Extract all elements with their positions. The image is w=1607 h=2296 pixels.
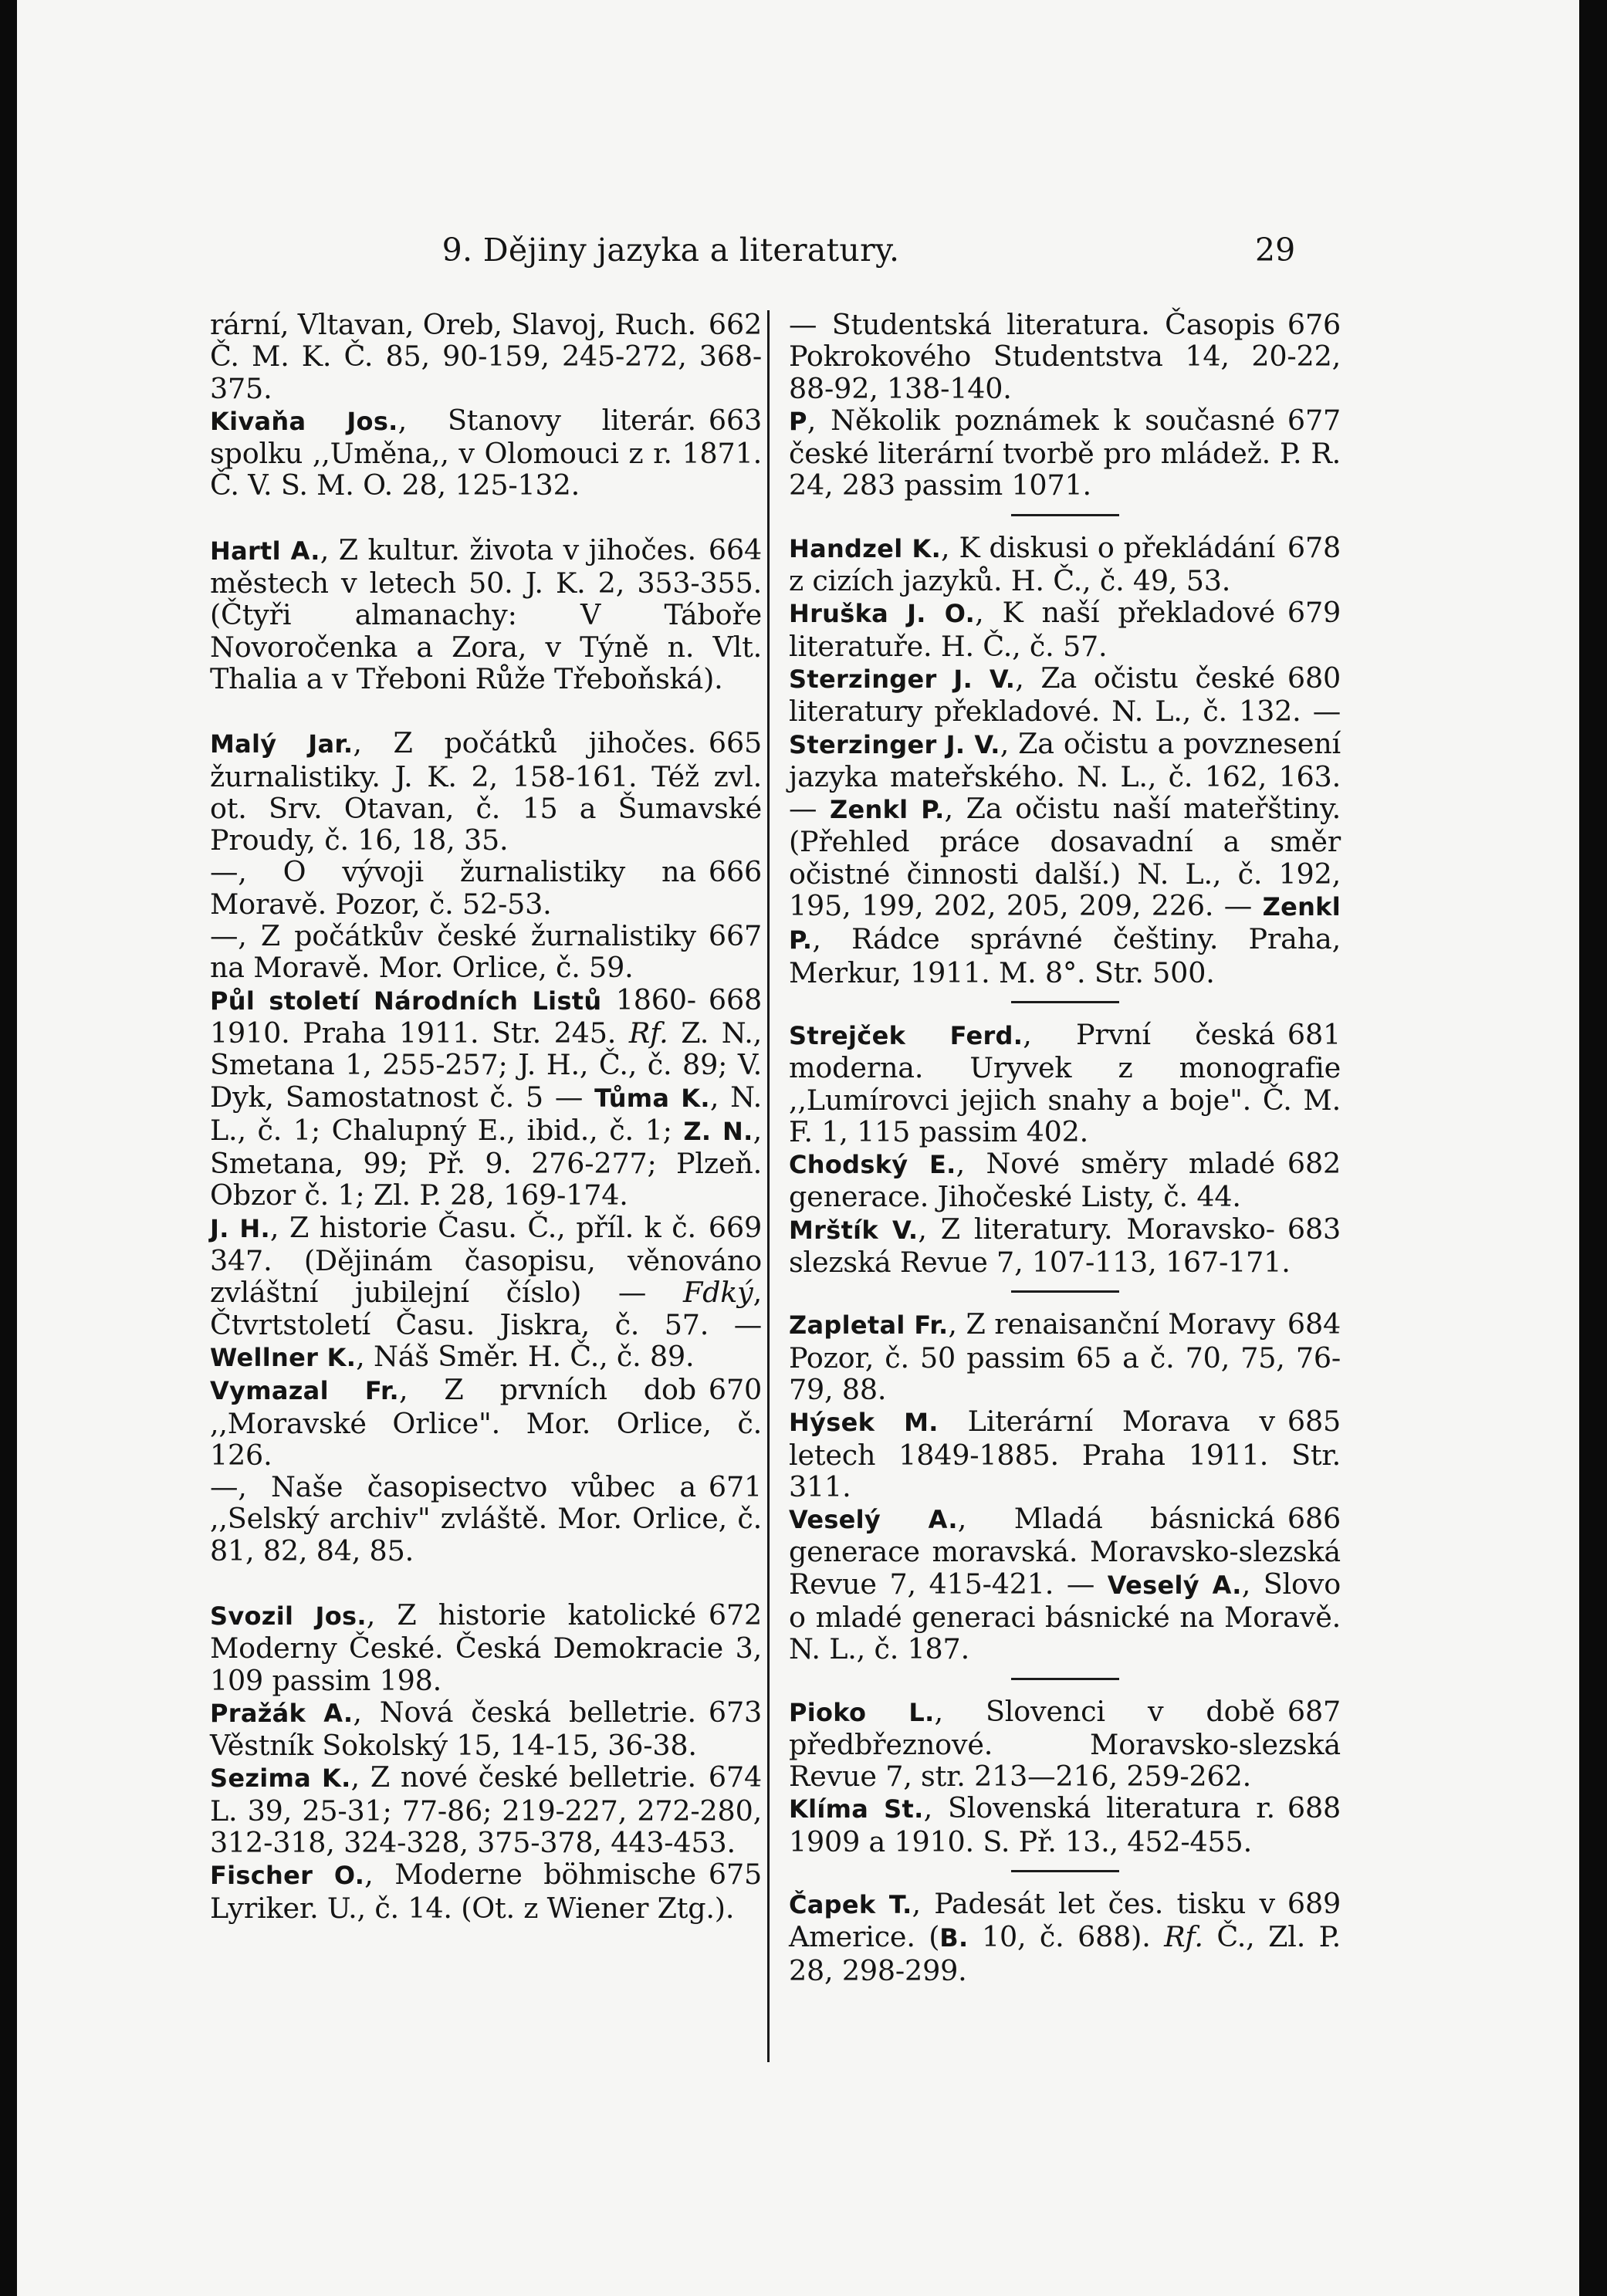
section-gap bbox=[210, 1567, 762, 1599]
author-name: Veselý A. bbox=[789, 1505, 958, 1535]
author-name: Kivaňa Jos. bbox=[210, 406, 398, 436]
entry-text: , Z historie katolické Moderny České. Česká Demokracie 3, 109 passim 198. bbox=[210, 1598, 762, 1697]
author-name: Hruška J. O. bbox=[789, 599, 976, 629]
entry-number: 669 bbox=[708, 1210, 762, 1244]
entry-number: 670 bbox=[708, 1373, 762, 1407]
section-rule bbox=[1011, 1678, 1119, 1680]
entry-number: 672 bbox=[708, 1598, 762, 1632]
entry-text: , Mladá básnická generace moravská. Moravsko-slezská Revue 7, 415-421. — bbox=[789, 1502, 1341, 1601]
bibliography-entry bbox=[789, 309, 1341, 404]
author-name: Wellner K. bbox=[210, 1342, 357, 1372]
entry-text: , Slovo o mladé generaci básnické na Moravě. N. L., č. 187. bbox=[789, 1567, 1341, 1666]
entry-text: , Z počátků jihočes. žurnalistiky. J. K. 2, 158-161. Též zvl. ot. Srv. Otavan, č. 15 a Šumavské Proudy, č. 16, 18, 35. bbox=[210, 726, 762, 857]
bibliography-entry bbox=[210, 1374, 762, 1471]
entry-number: 676 bbox=[1287, 308, 1341, 341]
author-name: Chodský E. bbox=[789, 1150, 956, 1180]
entry-number: 663 bbox=[708, 403, 762, 437]
section-gap bbox=[210, 502, 762, 534]
italic-text: Rf. bbox=[628, 1016, 668, 1050]
bibliography-entry bbox=[789, 662, 1341, 989]
entry-number: 671 bbox=[708, 1470, 762, 1504]
bibliography-entry bbox=[210, 1599, 762, 1696]
left-column bbox=[210, 309, 762, 1924]
entry-text: 1860-1910. Praha 1911. Str. 245. bbox=[210, 982, 696, 1050]
entry-text: , Z prvních dob ,,Moravské Orlice". Mor. Orlice, č. 126. bbox=[210, 1373, 762, 1472]
section-rule bbox=[1011, 1001, 1119, 1003]
bibliography-entry bbox=[789, 1213, 1341, 1279]
italic-text: Fdký bbox=[682, 1276, 753, 1310]
bibliography-entry bbox=[210, 309, 762, 404]
author-name: Hartl A. bbox=[210, 536, 320, 566]
entry-number: 662 bbox=[708, 308, 762, 341]
entry-text: rární, Vltavan, Oreb, Slavoj, Ruch. Č. M. K. Č. 85, 90-159, 245-272, 368-375. bbox=[210, 308, 762, 405]
entry-number: 675 bbox=[708, 1858, 762, 1892]
entry-text: , K naší překladové literatuře. H. Č., č. 57. bbox=[789, 596, 1275, 663]
entry-text: , Několik poznámek k současné české literární tvorbě pro mládež. P. R. 24, 283 passim 1071. bbox=[789, 403, 1341, 502]
bibliography-entry bbox=[789, 597, 1341, 662]
bibliography-entry bbox=[789, 1019, 1341, 1148]
entry-number: 673 bbox=[708, 1695, 762, 1729]
author-name: Sterzinger J. V. bbox=[789, 664, 1016, 694]
chapter-title: 9. Dějiny jazyka a literatury. bbox=[442, 232, 900, 269]
bibliography-entry bbox=[210, 727, 762, 856]
author-name: Zenkl P. bbox=[789, 892, 1341, 955]
italic-text: Rf. bbox=[1164, 1920, 1203, 1954]
entry-number: 666 bbox=[708, 855, 762, 889]
entry-text: — Studentská literatura. Časopis Pokrokového Studentstva 14, 20-22, 88-92, 138-140. bbox=[789, 308, 1341, 405]
entry-text: , Nová česká belletrie. Věstník Sokolský 15, 14-15, 36-38. bbox=[210, 1695, 697, 1763]
entry-number: 677 bbox=[1287, 403, 1341, 437]
entry-number: 683 bbox=[1287, 1212, 1341, 1246]
entry-number: 667 bbox=[708, 919, 762, 953]
entry-number: 678 bbox=[1287, 530, 1341, 564]
entry-number: 664 bbox=[708, 533, 762, 566]
entry-text: , Rádce správné češtiny. Praha, Merkur, 1911. M. 8°. Str. 500. bbox=[789, 922, 1341, 989]
entry-number: 665 bbox=[708, 726, 762, 760]
entry-number: 687 bbox=[1287, 1694, 1341, 1728]
entry-text: , Slovenci v době předbřeznové. Moravsko-slezská Revue 7, str. 213—216, 259-262. bbox=[789, 1694, 1341, 1794]
bibliography-entry bbox=[789, 532, 1341, 597]
author-name: Malý Jar. bbox=[210, 729, 354, 759]
author-name: Zenkl P. bbox=[830, 795, 945, 825]
entry-text: , Za očistu naší mateřštiny. (Přehled práce dosavadní a směr očistné činnosti další.) N. L., č. 192, 195, 199, 202, 205, 209, 226. — bbox=[789, 792, 1341, 923]
author-name: Tůma K. bbox=[594, 1083, 710, 1113]
entry-text: , Za očistu české literatury překladové. N. L., č. 132. — bbox=[789, 661, 1341, 729]
author-name: B. bbox=[939, 1923, 969, 1953]
entry-text: , Smetana, 99; Př. 9. 276-277; Plzeň. Obzor č. 1; Zl. P. 28, 169-174. bbox=[210, 1113, 762, 1212]
section-rule bbox=[1011, 1870, 1119, 1872]
right-column bbox=[789, 309, 1341, 1987]
entry-number: 681 bbox=[1287, 1017, 1341, 1051]
author-name: Zapletal Fr. bbox=[789, 1310, 949, 1341]
author-name: Sterzinger J. V. bbox=[789, 729, 1000, 759]
entry-text: , Z renaisanční Moravy Pozor, č. 50 passim 65 a č. 70, 75, 76-79, 88. bbox=[789, 1307, 1341, 1406]
bibliography-entry bbox=[789, 1503, 1341, 1665]
section-gap bbox=[210, 695, 762, 727]
entry-text: , N. L., č. 1; Chalupný E., ibid., č. 1; bbox=[210, 1080, 762, 1147]
entry-number: 686 bbox=[1287, 1502, 1341, 1536]
entry-text: Z. N., Smetana 1, 255-257; J. H., Č., č. 89; V. Dyk, Samostatnost č. 5 — bbox=[210, 1016, 763, 1114]
author-name: Sezima K. bbox=[210, 1763, 351, 1794]
entry-text: —, Naše časopisectvo vůbec a ,,Selský archiv" zvláště. Mor. Orlice, č. 81, 82, 84, 85. bbox=[210, 1470, 762, 1567]
column-divider bbox=[767, 310, 770, 2062]
section-rule bbox=[1011, 514, 1119, 516]
entry-number: 688 bbox=[1287, 1791, 1341, 1825]
entry-text: , K diskusi o překládání z cizích jazyků. H. Č., č. 49, 53. bbox=[789, 530, 1275, 598]
running-header bbox=[17, 232, 1579, 278]
author-name: Veselý A. bbox=[1107, 1570, 1242, 1600]
entry-number: 674 bbox=[708, 1760, 762, 1794]
author-name: Mrštík V. bbox=[789, 1215, 919, 1245]
entry-text: , Padesát let čes. tisku v Americe. ( bbox=[789, 1887, 1275, 1954]
bibliography-entry bbox=[210, 1696, 762, 1762]
section-rule bbox=[1011, 1290, 1119, 1293]
entry-text: , Náš Směr. H. Č., č. 89. bbox=[356, 1339, 695, 1373]
author-name: Handzel K. bbox=[789, 533, 942, 563]
entry-text: , Slovenská literatura r. 1909 a 1910. S. Př. 13., 452-455. bbox=[789, 1791, 1275, 1858]
entry-text: , Čtvrtstoletí Času. Jiskra, č. 57. — bbox=[210, 1276, 762, 1341]
author-name: Hýsek M. bbox=[789, 1408, 939, 1438]
author-name: Z. N. bbox=[683, 1116, 753, 1146]
scanned-page bbox=[17, 0, 1579, 2296]
bibliography-entry bbox=[789, 1308, 1341, 1405]
bibliography-entry bbox=[789, 1148, 1341, 1213]
author-name: Čapek T. bbox=[789, 1890, 912, 1920]
entry-number: 679 bbox=[1287, 596, 1341, 630]
entry-number: 684 bbox=[1287, 1307, 1341, 1341]
entry-number: 668 bbox=[708, 982, 762, 1016]
page-number: 29 bbox=[1255, 232, 1296, 269]
entry-text: , Z historie Času. Č., příl. k č. 347. (Dějinám časopisu, věnováno zvláštní jubilejní číslo) — bbox=[210, 1210, 762, 1310]
entry-text: Literární Morava v letech 1849-1885. Praha 1911. Str. 311. bbox=[789, 1405, 1341, 1503]
entry-number: 682 bbox=[1287, 1147, 1341, 1181]
entry-text: , Za očistu a povznesení jazyka mateřského. N. L., č. 162, 163. — bbox=[789, 726, 1341, 826]
entry-text: , Z nové české belletrie. L. 39, 25-31; 77-86; 219-227, 272-280, 312-318, 324-328, 375-378, 443-453. bbox=[210, 1760, 762, 1860]
author-name: Vymazal Fr. bbox=[210, 1376, 399, 1406]
bibliography-entry bbox=[210, 856, 762, 920]
bibliography-entry bbox=[210, 920, 762, 984]
author-name: Klíma St. bbox=[789, 1794, 924, 1824]
bibliography-entry bbox=[789, 1888, 1341, 1987]
bibliography-entry bbox=[789, 1792, 1341, 1858]
bibliography-entry bbox=[210, 1858, 762, 1924]
entry-text: 10, č. 688). bbox=[968, 1920, 1165, 1954]
entry-text: , Z literatury. Moravsko-slezská Revue 7, 107-113, 167-171. bbox=[789, 1212, 1291, 1280]
bibliography-entry bbox=[210, 1212, 762, 1374]
author-name: Pražák A. bbox=[210, 1698, 354, 1728]
entry-number: 685 bbox=[1287, 1405, 1341, 1439]
bibliography-entry bbox=[210, 984, 762, 1212]
bibliography-entry bbox=[210, 404, 762, 502]
entry-text: , Nové směry mladé generace. Jihočeské Listy, č. 44. bbox=[789, 1147, 1275, 1214]
author-name: Pioko L. bbox=[789, 1697, 935, 1727]
entry-number: 680 bbox=[1287, 661, 1341, 695]
bibliography-entry bbox=[210, 534, 762, 695]
bibliography-entry bbox=[210, 1761, 762, 1858]
author-name: Strejček Ferd. bbox=[789, 1020, 1023, 1050]
author-name: J. H. bbox=[210, 1213, 270, 1243]
author-name: P bbox=[789, 406, 807, 436]
entry-text: , První česká moderna. Uryvek z monografie ,,Lumírovci jejich snahy a boje". Č. M. F. 1, 115 passim 402. bbox=[789, 1017, 1341, 1148]
entry-text: —, O vývoji žurnalistiky na Moravě. Pozor, č. 52-53. bbox=[210, 855, 696, 921]
author-name: Fischer O. bbox=[210, 1861, 365, 1891]
author-name: Svozil Jos. bbox=[210, 1601, 367, 1631]
bibliography-entry bbox=[789, 1405, 1341, 1503]
entry-text: , Z kultur. života v jihočes. městech v letech 50. J. K. 2, 353-355. (Čtyři almanachy: V Táboře Novoročenka a Zora, v Týně n. Vlt. Thalia a v Třeboni Růže Třeboňská). bbox=[210, 533, 762, 695]
bibliography-entry bbox=[789, 404, 1341, 502]
entry-text: , Stanovy literár. spolku ,,Uměna,, v Olomouci z r. 1871. Č. V. S. M. O. 28, 125-132. bbox=[210, 403, 762, 502]
bibliography-entry bbox=[210, 1471, 762, 1567]
author-name: Půl století Národních Listů bbox=[210, 986, 602, 1016]
entry-text: , Moderne böhmische Lyriker. U., č. 14. (Ot. z Wiener Ztg.). bbox=[210, 1858, 735, 1925]
entry-number: 689 bbox=[1287, 1887, 1341, 1921]
entry-text: —, Z počátkův české žurnalistiky na Moravě. Mor. Orlice, č. 59. bbox=[210, 919, 696, 985]
entry-text: Č., Zl. P. 28, 298-299. bbox=[789, 1920, 1341, 1987]
bibliography-entry bbox=[789, 1696, 1341, 1793]
